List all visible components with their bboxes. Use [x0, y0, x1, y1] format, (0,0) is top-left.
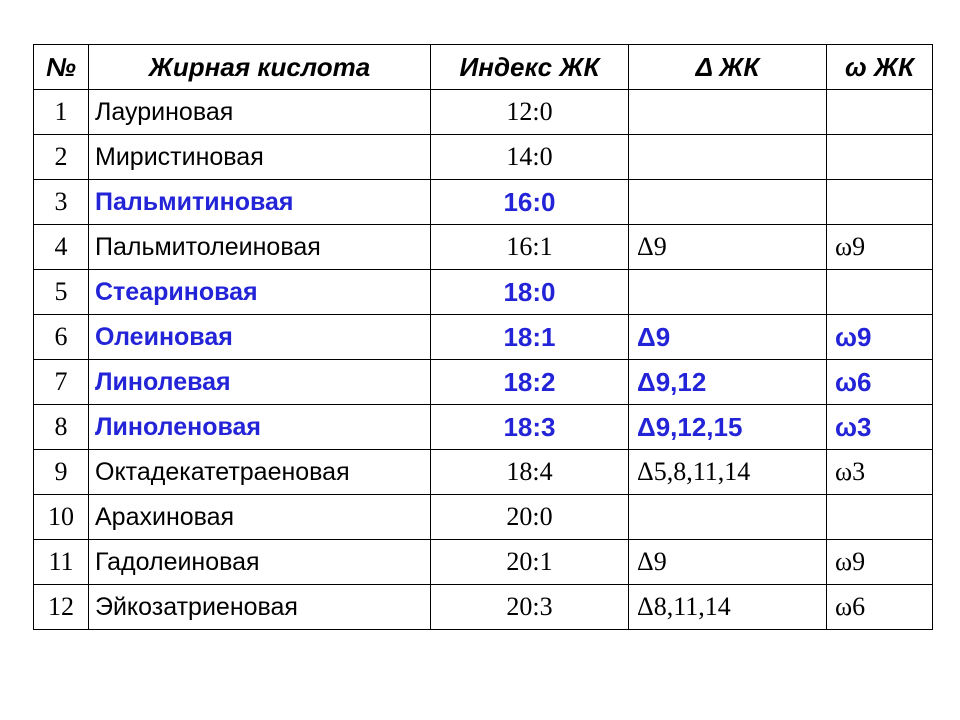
omega-class: ω3: [827, 450, 933, 495]
omega-class: ω3: [827, 405, 933, 450]
fatty-acid-name: Стеариновая: [89, 270, 431, 315]
delta-position: [629, 135, 827, 180]
omega-class: [827, 180, 933, 225]
fatty-acid-name: Лауриновая: [89, 90, 431, 135]
delta-position: [629, 495, 827, 540]
row-number: 9: [34, 450, 89, 495]
fatty-acid-index: 18:0: [431, 270, 629, 315]
table-row: [34, 360, 933, 405]
fatty-acid-index: 20:3: [431, 585, 629, 630]
row-number: 5: [34, 270, 89, 315]
table-row: [34, 135, 933, 180]
row-number: 2: [34, 135, 89, 180]
table-row: [34, 180, 933, 225]
delta-position: Δ9: [629, 225, 827, 270]
header-index: Индекс ЖК: [431, 45, 629, 90]
fatty-acid-name: Эйкозатриеновая: [89, 585, 431, 630]
table-row: [34, 225, 933, 270]
omega-class: ω9: [827, 540, 933, 585]
delta-position: Δ9,12,15: [629, 405, 827, 450]
row-number: 10: [34, 495, 89, 540]
fatty-acid-index: 20:1: [431, 540, 629, 585]
table-row: [34, 315, 933, 360]
fatty-acid-name: Пальмитолеиновая: [89, 225, 431, 270]
fatty-acids-table: [33, 44, 933, 630]
row-number: 6: [34, 315, 89, 360]
omega-class: [827, 135, 933, 180]
fatty-acid-index: 20:0: [431, 495, 629, 540]
fatty-acid-name: Линоленовая: [89, 405, 431, 450]
row-number: 12: [34, 585, 89, 630]
delta-position: Δ9: [629, 315, 827, 360]
omega-class: [827, 495, 933, 540]
delta-position: Δ8,11,14: [629, 585, 827, 630]
row-number: 4: [34, 225, 89, 270]
row-number: 7: [34, 360, 89, 405]
delta-position: Δ9,12: [629, 360, 827, 405]
table-row: [34, 450, 933, 495]
omega-class: ω9: [827, 225, 933, 270]
fatty-acid-index: 14:0: [431, 135, 629, 180]
row-number: 8: [34, 405, 89, 450]
table-body: [34, 90, 933, 630]
header-row: [34, 45, 933, 90]
table-row: [34, 540, 933, 585]
fatty-acid-name: Пальмитиновая: [89, 180, 431, 225]
delta-position: [629, 90, 827, 135]
header-number: №: [34, 45, 89, 90]
header-fatty-acid: Жирная кислота: [89, 45, 431, 90]
fatty-acid-index: 18:3: [431, 405, 629, 450]
fatty-acid-name: Олеиновая: [89, 315, 431, 360]
fatty-acid-index: 18:1: [431, 315, 629, 360]
fatty-acid-index: 16:1: [431, 225, 629, 270]
omega-class: ω9: [827, 315, 933, 360]
table-row: [34, 90, 933, 135]
table-row: [34, 270, 933, 315]
delta-position: [629, 180, 827, 225]
fatty-acid-index: 18:4: [431, 450, 629, 495]
fatty-acid-index: 18:2: [431, 360, 629, 405]
omega-class: ω6: [827, 360, 933, 405]
row-number: 11: [34, 540, 89, 585]
table-row: [34, 405, 933, 450]
omega-class: ω6: [827, 585, 933, 630]
header-delta: Δ ЖК: [629, 45, 827, 90]
table-row: [34, 585, 933, 630]
row-number: 3: [34, 180, 89, 225]
delta-position: [629, 270, 827, 315]
fatty-acid-name: Миристиновая: [89, 135, 431, 180]
omega-class: [827, 270, 933, 315]
fatty-acid-name: Октадекатетраеновая: [89, 450, 431, 495]
delta-position: Δ9: [629, 540, 827, 585]
fatty-acid-name: Арахиновая: [89, 495, 431, 540]
header-omega: ω ЖК: [827, 45, 933, 90]
fatty-acid-name: Линолевая: [89, 360, 431, 405]
table-row: [34, 495, 933, 540]
omega-class: [827, 90, 933, 135]
fatty-acid-index: 16:0: [431, 180, 629, 225]
fatty-acid-name: Гадолеиновая: [89, 540, 431, 585]
delta-position: Δ5,8,11,14: [629, 450, 827, 495]
row-number: 1: [34, 90, 89, 135]
fatty-acid-index: 12:0: [431, 90, 629, 135]
